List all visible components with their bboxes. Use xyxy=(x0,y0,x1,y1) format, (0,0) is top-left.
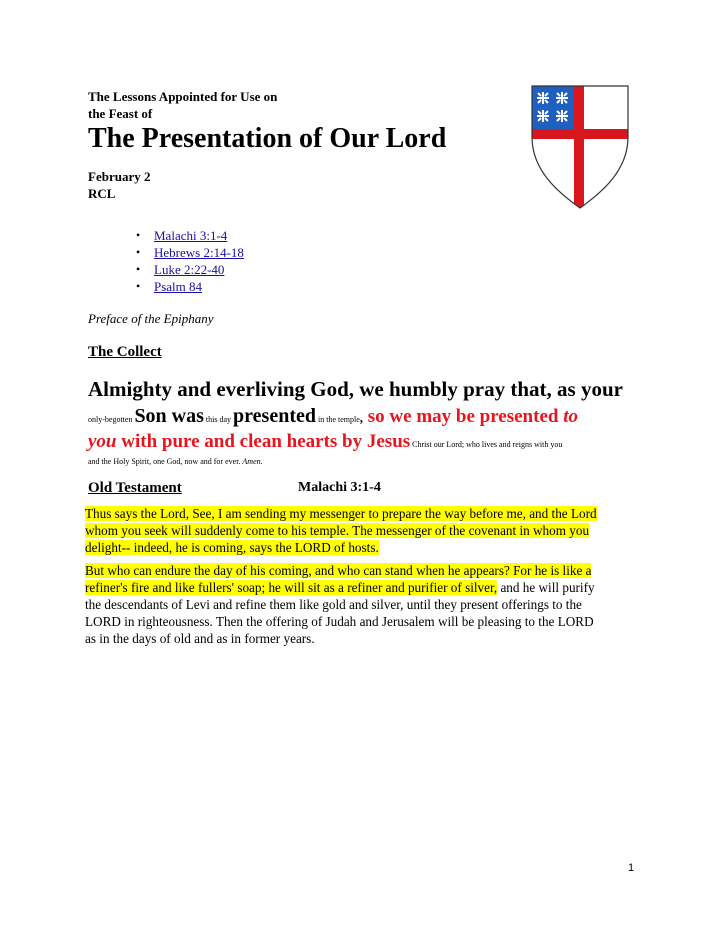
lectionary-label: RCL xyxy=(88,186,116,201)
readings-list xyxy=(136,227,244,295)
bullet-icon: • xyxy=(136,228,141,242)
page-title: The Presentation of Our Lord xyxy=(88,123,447,154)
collect-line-4: and the Holy Spirit, one God, now and for ever. Amen. xyxy=(88,457,263,466)
collect-text xyxy=(88,375,648,469)
reading-link-hebrews[interactable]: Hebrews 2:14-18 xyxy=(154,245,244,260)
reading-link-malachi[interactable]: Malachi 3:1-4 xyxy=(154,228,228,243)
list-item xyxy=(136,227,244,244)
old-testament-paragraph-1: Thus says the Lord, See, I am sending my messenger to prepare the way before me, and the Lord whom you seek will suddenly come to his temple. The messenger of the covenant in whom you delight-- indeed, he is coming, says the LORD of hosts. xyxy=(85,506,597,555)
reading-link-luke[interactable]: Luke 2:22-40 xyxy=(154,262,225,277)
collect-heading: The Collect xyxy=(88,344,162,360)
list-item xyxy=(136,244,244,261)
bullet-icon: • xyxy=(136,279,141,293)
reading-link-psalm[interactable]: Psalm 84 xyxy=(154,279,203,294)
old-testament-reference: Malachi 3:1-4 xyxy=(298,480,381,495)
collect-line-3: you with pure and clean hearts by Jesus Christ our Lord; who lives and reigns with you xyxy=(88,431,563,452)
header-line-2: the Feast of xyxy=(88,106,153,121)
feast-date: February 2 xyxy=(88,169,151,184)
collect-line-1: Almighty and everliving God, we humbly pray that, as your xyxy=(88,377,623,401)
collect-line-2: only-begotten Son was this day presented in the temple, so we may be presented to xyxy=(88,405,578,427)
old-testament-paragraph-2: But who can endure the day of his coming, and who can stand when he appears? For he is like a refiner's fire and like fullers' soap; he will sit as a refiner and purifier of silver, and he will purify the descendants of Levi and refine them like gold and silver, until they present offerings to the LORD in righteousness. Then the offering of Judah and Jerusalem will be pleasing to the LORD as in the days of old and as in former years. xyxy=(85,563,595,646)
old-testament-heading: Old Testament xyxy=(88,480,182,496)
list-item xyxy=(136,261,244,278)
page-number: 1 xyxy=(628,862,635,874)
preface-note: Preface of the Epiphany xyxy=(88,311,214,326)
bullet-icon: • xyxy=(136,262,141,276)
episcopal-shield-icon xyxy=(531,85,629,209)
header-line-1: The Lessons Appointed for Use on xyxy=(88,89,278,104)
list-item xyxy=(136,278,244,295)
bullet-icon: • xyxy=(136,245,141,259)
